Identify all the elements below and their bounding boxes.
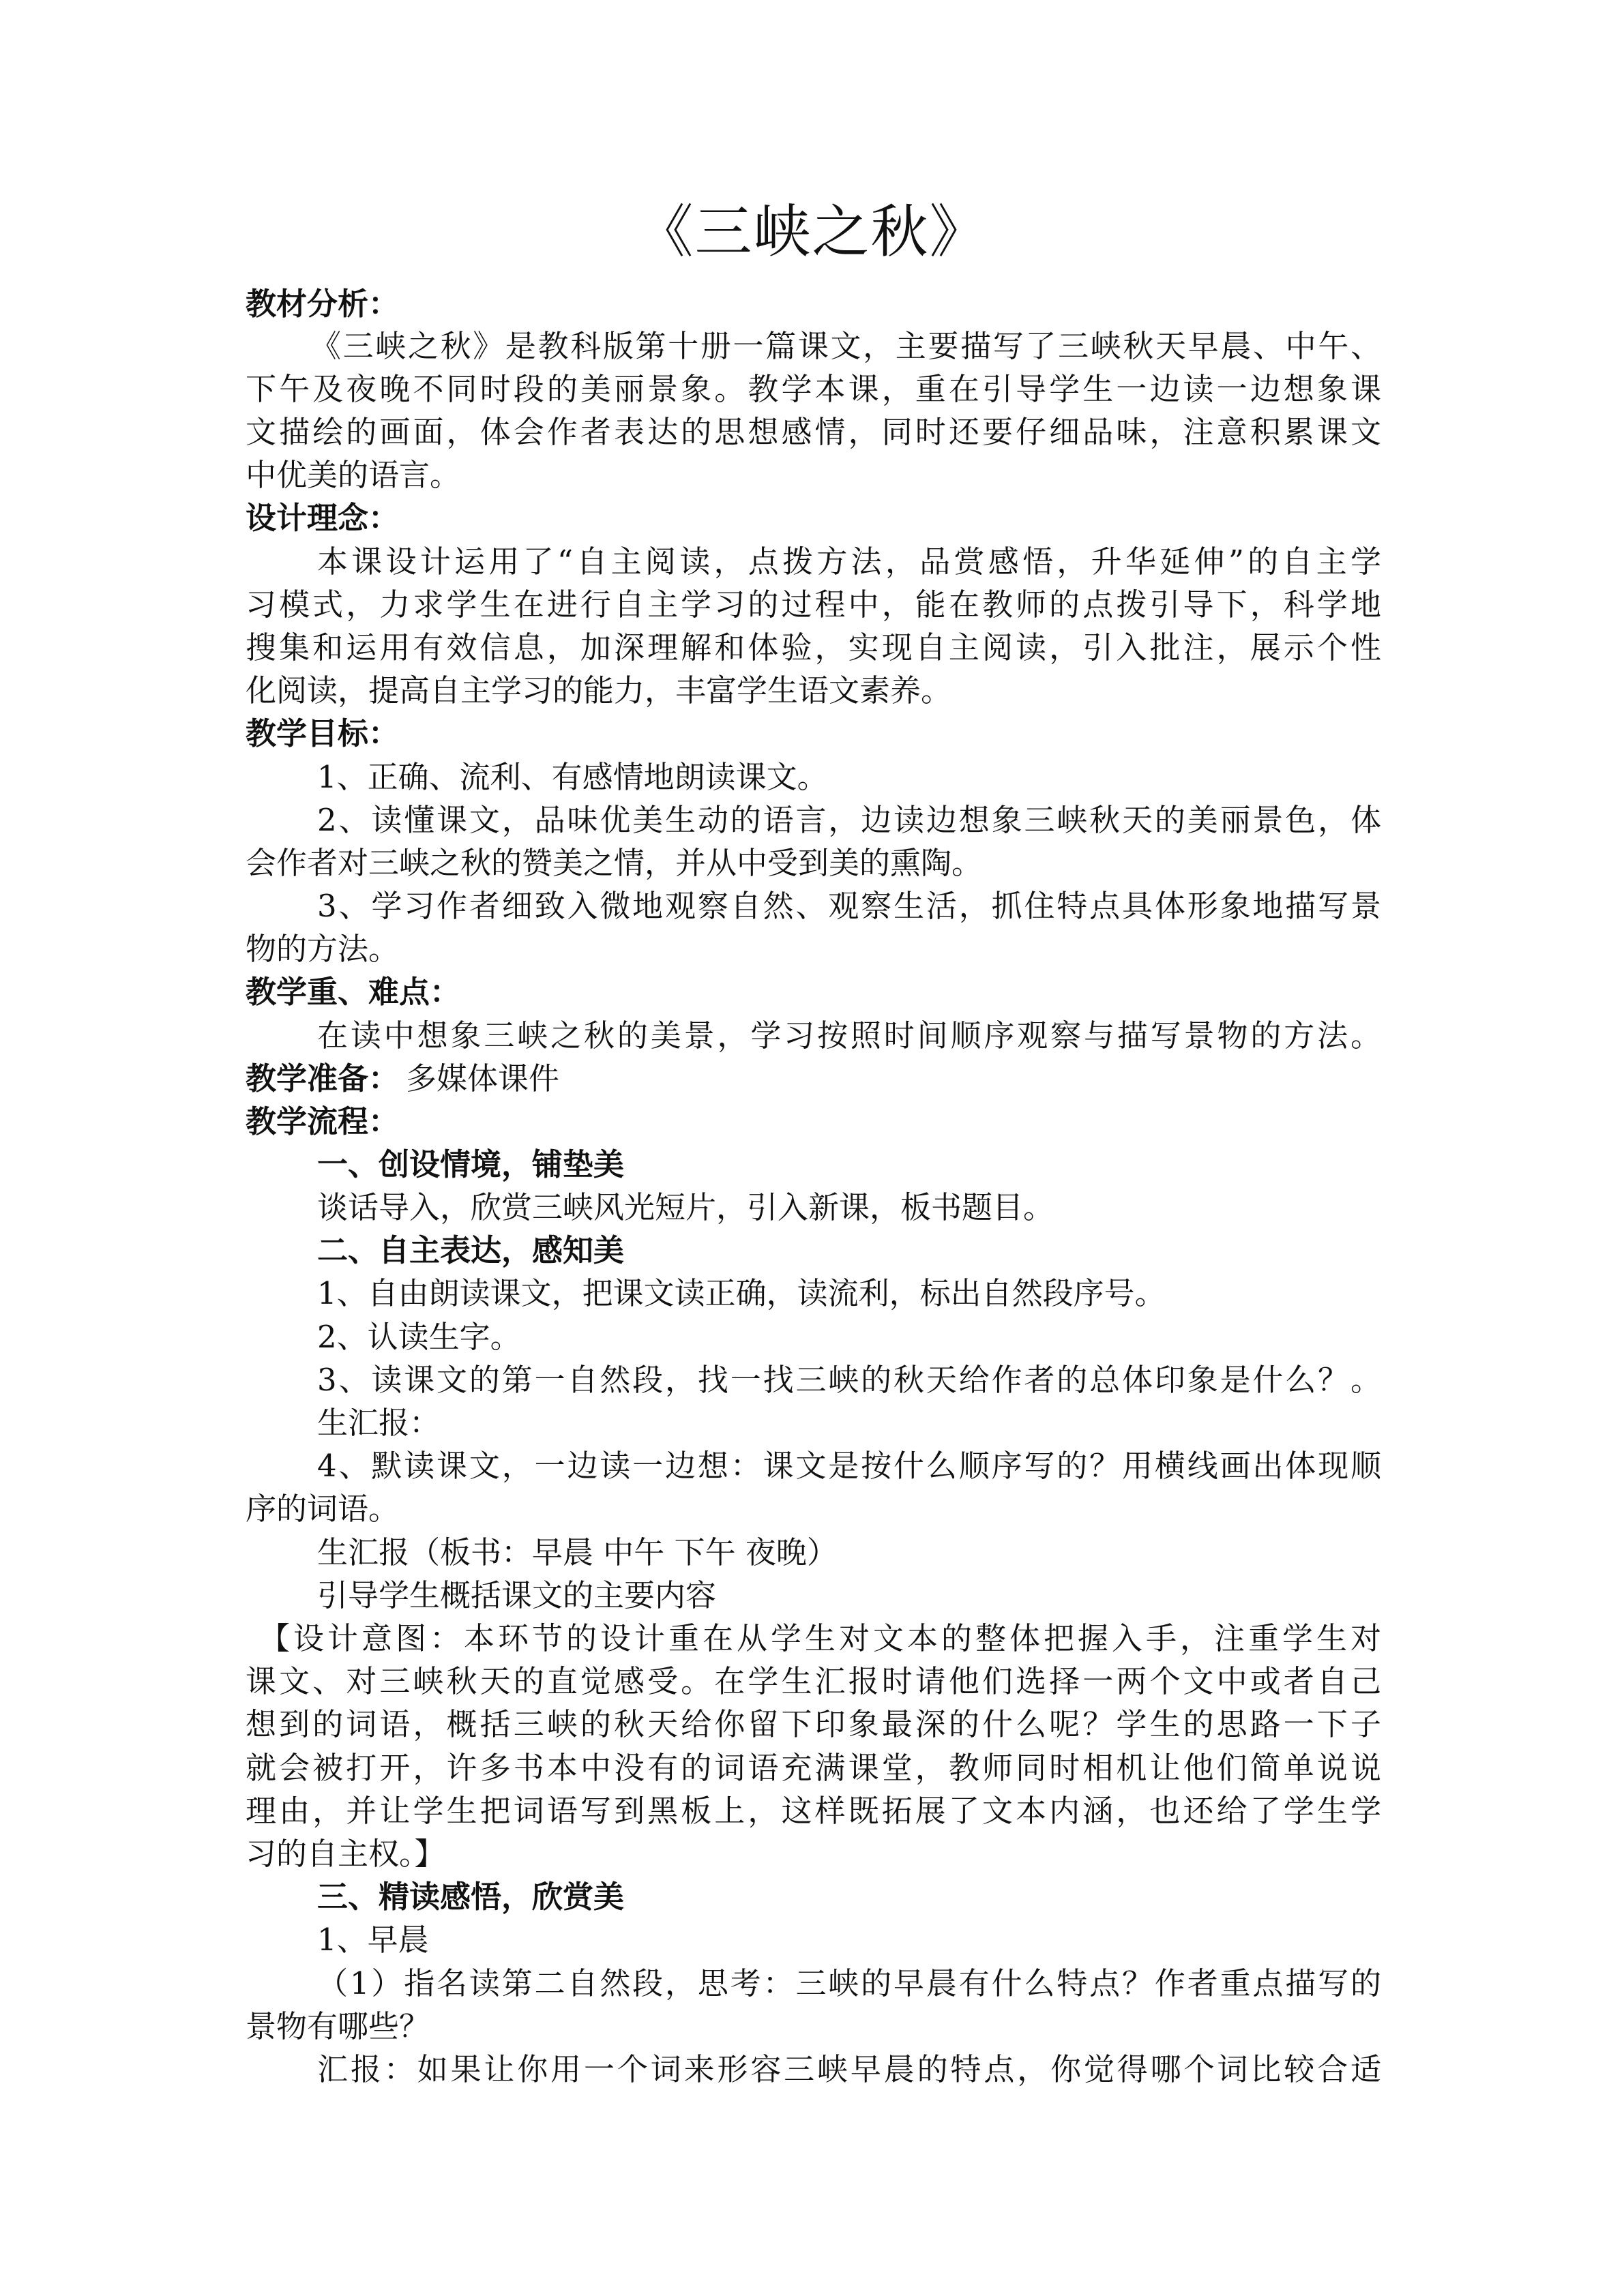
- text-line: 习模式，力求学生在进行自主学习的过程中，能在教师的点拨引导下，科学地: [246, 586, 1385, 623]
- text-line: 1、自由朗读课文，把课文读正确，读流利，标出自然段序号。: [317, 1275, 1166, 1311]
- text-line: 多媒体课件: [406, 1060, 560, 1097]
- text-line: 1、正确、流利、有感情地朗读课文。: [317, 759, 828, 795]
- text-line: 《三峡之秋》是教科版第十册一篇课文，主要描写了三峡秋天早晨、中午、: [310, 328, 1383, 364]
- text-line: 本课设计运用了“自主阅读，点拨方法，品赏感悟，升华延伸”的自主学: [317, 543, 1385, 580]
- text-line: 汇报：如果让你用一个词来形容三峡早晨的特点，你觉得哪个词比较合适: [317, 2051, 1384, 2087]
- text-line: 想到的词语，概括三峡的秋天给你留下印象最深的什么呢？学生的思路一下子: [246, 1706, 1385, 1742]
- section-heading: 教学准备：: [246, 1060, 400, 1097]
- text-line: 课文、对三峡秋天的直觉感受。在学生汇报时请他们选择一两个文中或者自己: [246, 1663, 1385, 1699]
- section-heading: 三、精读感悟，欣赏美: [317, 1879, 625, 1915]
- section-heading: 教学流程：: [246, 1103, 400, 1139]
- text-line: 谈话导入，欣赏三峡风光短片，引入新课，板书题目。: [317, 1189, 1054, 1225]
- text-line: 3、读课文的第一自然段，找一找三峡的秋天给作者的总体印象是什么？。: [317, 1362, 1383, 1398]
- section-heading: 教学重、难点：: [246, 974, 461, 1010]
- text-line: 化阅读，提高自主学习的能力，丰富学生语文素养。: [246, 672, 952, 709]
- section-heading: 教材分析：: [246, 286, 400, 322]
- text-line: 生汇报：: [317, 1405, 441, 1441]
- text-line: 下午及夜晚不同时段的美丽景象。教学本课，重在引导学生一边读一边想象课: [246, 371, 1385, 407]
- section-heading: 教学目标：: [246, 715, 400, 751]
- text-line: 理由，并让学生把词语写到黑板上，这样既拓展了文本内涵，也还给了学生学: [246, 1793, 1385, 1829]
- text-line: 搜集和运用有效信息，加深理解和体验，实现自主阅读，引入批注，展示个性: [246, 629, 1385, 666]
- text-line: 景物有哪些？: [246, 2008, 430, 2044]
- text-line: 引导学生概括课文的主要内容: [317, 1577, 717, 1613]
- page-title: 《三峡之秋》: [636, 198, 988, 265]
- text-line: 4、默读课文，一边读一边想：课文是按什么顺序写的？用横线画出体现顺: [317, 1448, 1383, 1484]
- text-line: （1）指名读第二自然段，思考：三峡的早晨有什么特点？作者重点描写的: [317, 1965, 1383, 2001]
- text-line: 2、读懂课文，品味优美生动的语言，边读边想象三峡秋天的美丽景色，体: [317, 802, 1383, 838]
- text-line: 会作者对三峡之秋的赞美之情，并从中受到美的熏陶。: [246, 845, 983, 881]
- text-line: 序的词语。: [246, 1491, 400, 1527]
- section-heading: 一、创设情境，铺垫美: [317, 1146, 625, 1182]
- section-heading: 设计理念：: [246, 500, 400, 536]
- text-line: 2、认读生字。: [317, 1319, 521, 1355]
- text-line: 生汇报（板书：早晨 中午 下午 夜晚）: [317, 1534, 838, 1570]
- text-line: 【设计意图：本环节的设计重在从学生对文本的整体把握入手，注重学生对: [259, 1620, 1385, 1656]
- text-line: 1、早晨: [317, 1922, 429, 1958]
- text-line: 3、学习作者细致入微地观察自然、观察生活，抓住特点具体形象地描写景: [317, 888, 1383, 924]
- text-line: 物的方法。: [246, 931, 400, 967]
- text-line: 就会被打开，许多书本中没有的词语充满课堂，教师同时相机让他们简单说说: [246, 1750, 1385, 1786]
- section-heading: 二、自主表达，感知美: [317, 1232, 625, 1268]
- text-line: 中优美的语言。: [246, 457, 461, 493]
- text-line: 习的自主权。】: [246, 1836, 445, 1872]
- text-line: 文描绘的画面，体会作者表达的思想感情，同时还要仔细品味，注意积累课文: [246, 414, 1385, 450]
- text-line: 在读中想象三峡之秋的美景，学习按照时间顺序观察与描写景物的方法。: [317, 1017, 1384, 1054]
